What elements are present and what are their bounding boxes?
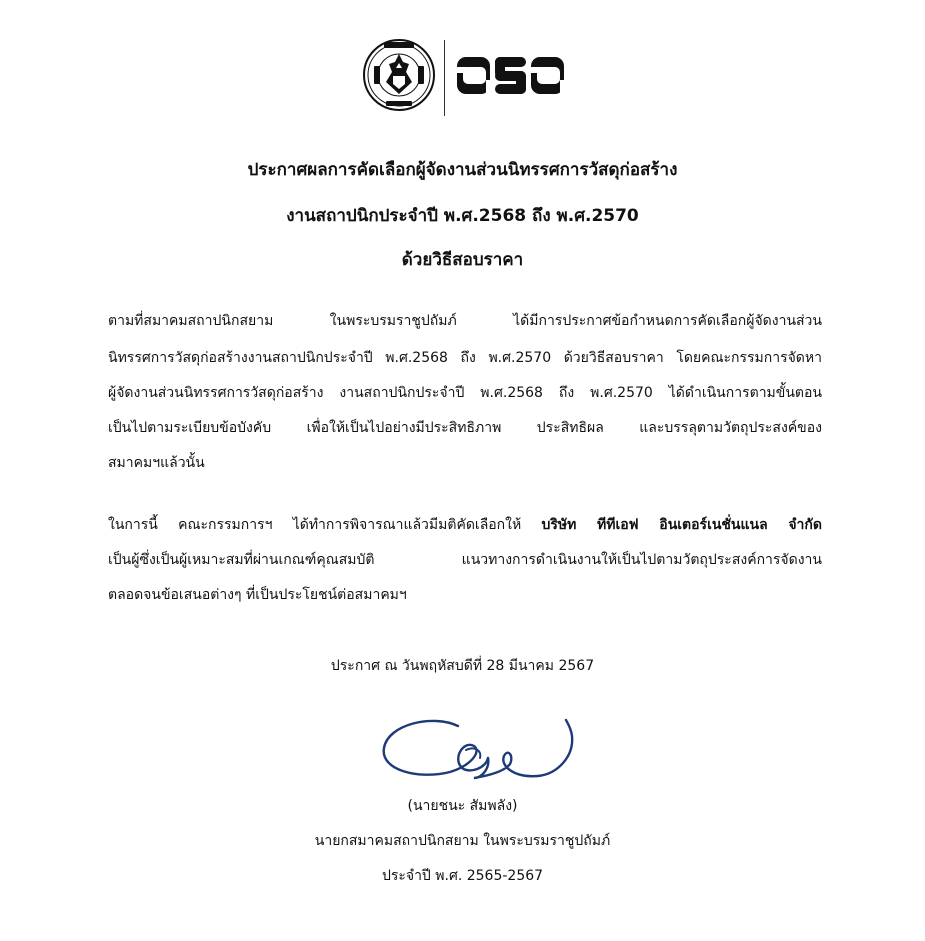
logo-divider (444, 40, 445, 116)
paragraph-1-line: ตามที่สมาคมสถาปนิกสยาม ในพระบรมราชูปถัมภ์ ได้มีการประกาศข้อกำหนดการคัดเลือกผู้จัดงานส่วน (108, 313, 822, 329)
paragraph-2-intro: ในการนี้ คณะกรรมการฯ ได้ทำการพิจารณาแล้วมีมติคัดเลือกให้ (108, 517, 542, 533)
asa-seal-logo (362, 38, 436, 112)
paragraph-1-line: เป็นไปตามระเบียบข้อบังคับ เพื่อให้เป็นไปอย่างมีประสิทธิภาพ ประสิทธิผล และบรรลุตามวัตถุประสงค์ของ (108, 420, 822, 436)
paragraph-1-line: ผู้จัดงานส่วนนิทรรศการวัสดุก่อสร้าง งานสถาปนิกประจำปี พ.ศ.2568 ถึง พ.ศ.2570 ได้ดำเนินการตามขั้นตอน (108, 385, 822, 401)
asa-wordmark-logo (455, 54, 567, 98)
document-title-line-2: งานสถาปนิกประจำปี พ.ศ.2568 ถึง พ.ศ.2570 (286, 206, 639, 226)
signatory-term: ประจำปี พ.ศ. 2565-2567 (381, 868, 544, 884)
paragraph-2-line-1 (108, 514, 822, 536)
document-title-line-3: ด้วยวิธีสอบราคา (401, 250, 524, 270)
paragraph-2-line-3: ตลอดจนข้อเสนอต่างๆ ที่เป็นประโยชน์ต่อสมาคมฯ (108, 587, 407, 603)
selected-company-name: บริษัท ทีทีเอฟ อินเตอร์เนชั่นแนล จำกัด (541, 517, 822, 533)
paragraph-2-line-2: เป็นผู้ซึ่งเป็นผู้เหมาะสมที่ผ่านเกณฑ์คุณสมบัติ แนวทางการดำเนินงานให้เป็นไปตามวัตถุประสงค์การจัดงาน (108, 552, 822, 568)
signatory-name: (นายชนะ สัมพลัง) (407, 798, 518, 814)
document-title-line-1: ประกาศผลการคัดเลือกผู้จัดงานส่วนนิทรรศการวัสดุก่อสร้าง (247, 160, 678, 180)
announcement-date: ประกาศ ณ วันพฤหัสบดีที่ 28 มีนาคม 2567 (330, 658, 595, 674)
paragraph-1-line: นิทรรศการวัสดุก่อสร้างงานสถาปนิกประจำปี พ.ศ.2568 ถึง พ.ศ.2570 ด้วยวิธีสอบราคา โดยคณะกรรมการจัดหา (108, 350, 822, 366)
paragraph-1-line: สมาคมฯแล้วนั้น (108, 455, 205, 471)
president-signature (378, 706, 583, 792)
header-logos (0, 38, 925, 120)
signatory-position: นายกสมาคมสถาปนิกสยาม ในพระบรมราชูปถัมภ์ (314, 833, 611, 849)
